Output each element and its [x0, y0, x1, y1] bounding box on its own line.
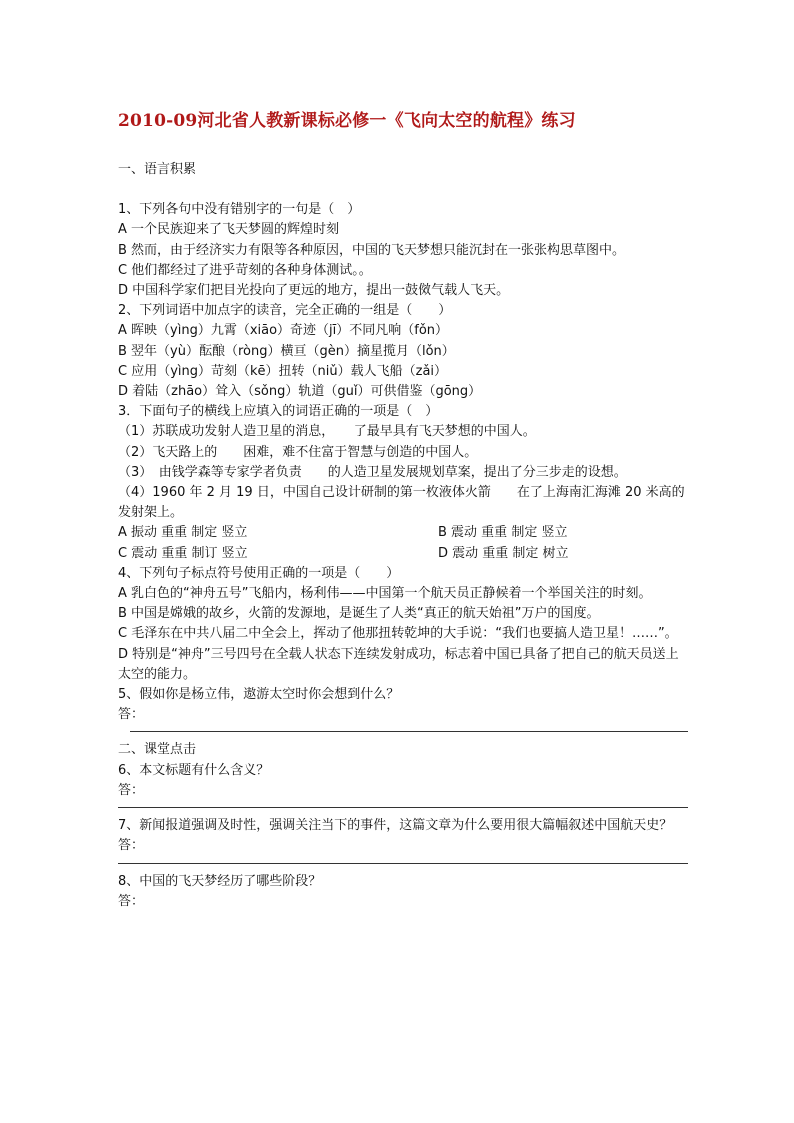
question-3-option-a: A 振动 重重 制定 竖立	[118, 525, 248, 541]
question-2-option-d: D 着陆（zhāo）耸入（sǒng）轨道（guǐ）可供借鉴（gōng）	[118, 384, 482, 400]
question-8-answer-label: 答：	[118, 893, 145, 909]
question-4-option-a: A 乳白色的“神舟五号”飞船内，杨利伟——中国第一个航天员正静候着一个举国关注的时刻。	[118, 586, 652, 602]
question-5-stem: 5、假如你是杨立伟，遨游太空时你会想到什么？	[118, 687, 400, 703]
question-3-option-d: D 震动 重重 制定 树立	[438, 545, 569, 561]
question-3-stem: 3．下面句子的横线上应填入的词语正确的一项是（ ）	[118, 404, 439, 420]
question-6-answer-label: 答：	[118, 782, 145, 798]
question-3-sentence-2: （2）飞天路上的 困难，难不住富于智慧与创造的中国人。	[118, 444, 478, 460]
question-2-option-a: A 晖映（yìng）九霄（xiāo）奇迹（jī）不同凡响（fǒn）	[118, 323, 449, 339]
question-7-stem: 7、新闻报道强调及时性，强调关注当下的事件，这篇文章为什么要用很大篇幅叙述中国航天史？	[118, 818, 673, 834]
question-8-stem: 8、中国的飞天梦经历了哪些阶段？	[118, 873, 322, 889]
section-heading-2: 二、课堂点击	[118, 742, 197, 758]
question-1-option-b: B 然而，由于经济实力有限等各种原因，中国的飞天梦想只能沉封在一张张构思草图中。	[118, 242, 626, 258]
question-3-sentence-3: （3） 由钱学森等专家学者负责 的人造卫星发展规划草案，提出了分三步走的设想。	[118, 464, 627, 480]
question-5-answer-label: 答：	[118, 707, 145, 723]
question-5-answer-line	[130, 731, 688, 732]
question-7-answer-line	[118, 863, 688, 864]
question-7-answer-label: 答：	[118, 838, 145, 854]
question-2-option-b: B 翌年（yù）酝酿（ròng）横亘（gèn）摘星揽月（lǒn）	[118, 343, 455, 359]
question-6-stem: 6、本文标题有什么含义？	[118, 762, 270, 778]
document-body	[118, 160, 688, 912]
question-1-option-c: C 他们都经过了进乎苛刻的各种身体测试。。	[118, 262, 372, 278]
question-4-option-d: D 特别是“神舟”三号四号在全载人状态下连续发射成功，标志着中国已具备了把自己的航天员送上太空的能力。	[118, 646, 679, 682]
question-3-options-row-1	[118, 523, 688, 543]
question-1-option-a: A 一个民族迎来了飞天梦圆的辉煌时刻	[118, 222, 340, 238]
question-1-option-d: D 中国科学家们把目光投向了更远的地方，提出一鼓傚气载人飞天。	[118, 283, 510, 299]
question-2-stem: 2、下列词语中加点字的读音，完全正确的一组是（ ）	[118, 303, 452, 319]
question-4-option-b: B 中国是嫦娥的故乡，火箭的发源地，是诞生了人类“真正的航天始祖”万户的国度。	[118, 606, 600, 622]
question-3-option-b: B 震动 重重 制定 竖立	[438, 525, 568, 541]
question-3-option-c: C 震动 重重 制订 竖立	[118, 545, 248, 561]
question-1-stem: 1、下列各句中没有错别字的一句是（ ）	[118, 202, 361, 218]
page-title: 2010-09河北省人教新课标必修一《飞向太空的航程》练习	[118, 111, 576, 131]
question-3-sentence-1: （1）苏联成功发射人造卫星的消息， 了最早具有飞天梦想的中国人。	[118, 424, 536, 440]
section-heading-1: 一、语言积累	[118, 162, 197, 177]
question-3-options-row-2	[118, 544, 688, 564]
question-4-stem: 4、下列句子标点符号使用正确的一项是（ ）	[118, 565, 400, 581]
question-4-option-c: C 毛泽东在中共八届二中全会上，挥动了他那扭转乾坤的大手说：“我们也要搞人造卫星！……”。	[118, 626, 678, 642]
question-6-answer-line	[118, 807, 688, 808]
question-3-sentence-4: （4）1960 年 2 月 19 日，中国自己设计研制的第一枚液体火箭 在了上海南汇海滩 20 米高的发射架上。	[118, 485, 685, 521]
question-2-option-c: C 应用（yìng）苛刻（kē）扭转（niǔ）载人飞船（zǎi）	[118, 363, 448, 379]
